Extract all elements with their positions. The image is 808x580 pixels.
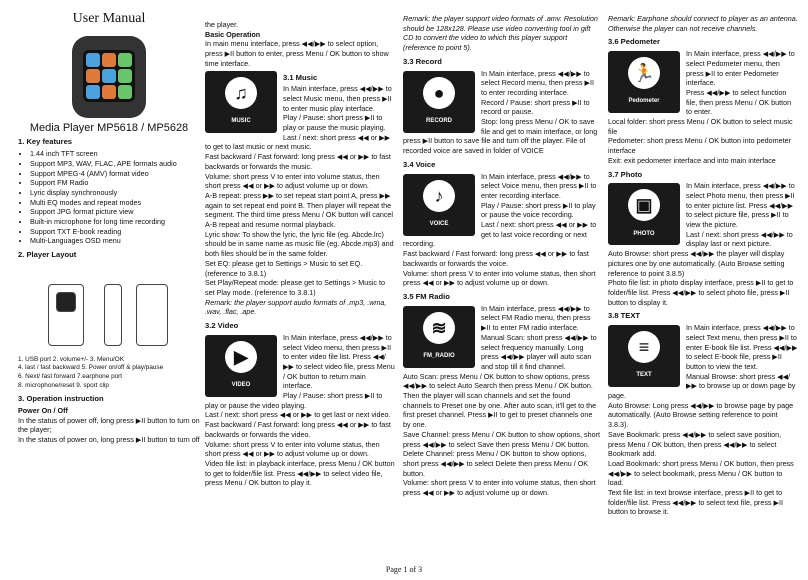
paragraph: In Main interface, press ◀◀/▶▶ to select Music menu, then press ▶II to enter music play interface.	[283, 84, 392, 113]
remark: Remark: Earphone should connect to player as an antenna. Otherwise the player can not receive channels.	[608, 14, 798, 33]
paragraph: Load Bookmark: short press Menu / OK button, then press ◀◀/▶▶ to select bookmark, press Menu / OK button to load.	[608, 458, 794, 488]
paragraph: Manual Browse: short press ◀◀/▶▶ to browse up or down page by page.	[608, 371, 796, 401]
list-item: • Support JPG format picture view	[30, 207, 200, 217]
column-3	[403, 14, 601, 498]
text-icon: ≡ TEXT	[608, 325, 680, 387]
layout-heading: 2. Player Layout	[18, 250, 77, 260]
device-back	[136, 284, 168, 346]
player-screen	[83, 50, 135, 102]
paragraph: In Main interface, press ◀◀/▶▶ to select Text menu, then press ▶II to enter E-book file list. Press ◀◀/▶▶ to select E-book file, press ▶II button to view the text.	[686, 323, 798, 371]
paragraph: In Main interface, press ◀◀/▶▶ to select Pedometer menu, then press ▶II to enter Pedometer interface.	[686, 49, 795, 88]
paragraph: Volume: short press V to enter into volume status, then short press ◀◀ or ▶▶ to adjust volume up or down.	[403, 478, 596, 498]
paragraph: Fast backward / Fast forward: long press ◀◀ or ▶▶ to fast backwards or forwards the music.	[205, 152, 391, 171]
paragraph: Last / next: short press ◀◀ or ▶▶ to get to last music or next music.	[205, 132, 391, 152]
paragraph: Save Channel: press Menu / OK button to show options, short press ◀◀/▶▶ to select Save then press Menu / OK button.	[403, 429, 600, 449]
page-title: User Manual	[72, 11, 146, 26]
layout-caption: 1. USB port 2. volume+/- 3. Menu/OK 4. last / fast backward 5. Power on/off & play/pause 6. Next/ fast forward 7.earphone port 8. microphone/reset 9. sport clip	[18, 355, 164, 389]
paragraph: Text file list: in text browse interface, press ▶II to get to folder/file list. Press ◀◀/▶▶ to select text file, press ▶II button to browse it.	[608, 488, 784, 517]
paragraph: In Main interface, press ◀◀/▶▶ to select Video menu, then press ▶II to enter video file list. Press ◀◀/▶▶ to select video file, press Menu / OK button to return main interface.	[283, 332, 395, 391]
fm-radio-icon: ≋ FM_RADIO	[403, 306, 475, 368]
paragraph: Last / next: short press ◀◀ or ▶▶ to get last or next video.	[205, 410, 391, 420]
record-heading: 3.3 Record	[403, 56, 442, 66]
paragraph: Play / Pause: short press ▶II to play or pause the video playing.	[205, 391, 383, 410]
basic-text: In main menu interface, press ◀◀/▶▶ to select option, press ▶II button to enter, press Menu / OK button to show time interface.	[205, 39, 389, 68]
paragraph: Volume: short press V to enter into volume status, then short press ◀◀ or ▶▶ to adjust volume up or down.	[205, 439, 380, 459]
paragraph: In Main interface, press ◀◀/▶▶ to select Voice menu, then press ▶II to enter recording interface.	[481, 171, 597, 200]
paragraph: the player.	[205, 20, 239, 29]
paragraph: Delete Channel: press Menu / OK button to show options, short press ◀◀/▶▶ to select Delete then press Menu / OK button.	[403, 449, 589, 478]
music-icon: ♫ MUSIC	[205, 71, 277, 133]
voice-icon: ♪ VOICE	[403, 174, 475, 236]
column-2	[205, 20, 395, 488]
list-item: • Support FM Radio	[30, 178, 200, 188]
basic-heading: Basic Operation	[205, 29, 261, 39]
paragraph: Play / Pause: short press ▶II to play or pause the music playing.	[283, 113, 386, 133]
pedometer-heading: 3.6 Pedometer	[608, 37, 660, 47]
paragraph: Record / Pause: short press ▶II to record or pause.	[481, 97, 590, 117]
list-item: • Multi EQ modes and repeat modes	[30, 198, 200, 208]
paragraph: Save Bookmark: press ◀◀/▶▶ to select save position, press Menu / OK button, then press ◀◀/▶▶ to select Bookmark add.	[608, 429, 782, 459]
video-icon: ▶ VIDEO	[205, 335, 277, 397]
power-heading: Power On / Off	[18, 405, 68, 415]
paragraph: Volume: short press V to enter into volume status, then short press ◀◀ or ▶▶ to adjust volume up or down.	[403, 268, 596, 288]
paragraph: Set Play/Repeat mode: please get to Settings > Music to set Play mode. (reference to 3.8.1)	[205, 278, 385, 297]
paragraph: Last / next: short press ◀◀/▶▶ to display last or next picture.	[686, 229, 793, 249]
list-item: • Support TXT E-book reading	[30, 227, 200, 237]
column-1	[18, 11, 200, 445]
record-icon: ● RECORD	[403, 71, 475, 133]
paragraph: Press ◀◀/▶▶ to select function file, then press Menu / OK button to enter.	[686, 87, 792, 117]
fm-heading: 3.5 FM Radio	[403, 291, 450, 301]
text-heading: 3.8 TEXT	[608, 311, 641, 321]
player-image	[72, 36, 146, 118]
paragraph: Video file list: in playback interface, press Menu / OK button to get to folder/file list. Press ◀◀/▶▶ to select video file, press Menu / OK button to play it.	[205, 458, 395, 488]
paragraph: Set EQ: please get to Settings > Music to set EQ. (reference to 3.8.1)	[205, 258, 363, 278]
device-screen	[56, 292, 76, 312]
operation-heading: 3. Operation instruction	[18, 394, 104, 404]
paragraph: Volume: short press V to enter into volume status, then short press ◀◀ or ▶▶ to adjust volume up or down.	[205, 171, 380, 191]
paragraph: Stop: long press Menu / OK to save file and get to main interface, or long press ▶II button to save file and turn off the player. File of recorded voice are saved in folder of VOICE	[403, 117, 598, 156]
paragraph: Last / next: short press ◀◀ or ▶▶ to get to last voice recording or next recording.	[403, 220, 597, 249]
photo-heading: 3.7 Photo	[608, 169, 643, 179]
player-layout-diagram	[18, 262, 200, 354]
photo-icon: ▣ PHOTO	[608, 183, 680, 245]
list-item: • Support MP3, WAV, FLAC, APE formats audio	[30, 159, 200, 169]
paragraph: In Main interface, press ◀◀/▶▶ to select Record menu, then press ▶II to enter recording interface.	[481, 68, 594, 97]
paragraph: A-B repeat: press ▶▶ to set repeat start point A, press ▶▶ again to set repeat end point B. Then player will repeat the segment. The third time press Menu / OK button will cancel A-B repeat and resume normal playback.	[205, 190, 394, 230]
list-item: • 1.44 inch TFT screen	[30, 149, 200, 159]
paragraph: Fast backward / Fast forward: long press ◀◀ or ▶▶ to fast backwards or forwards the video.	[205, 420, 391, 439]
paragraph: Remark: the player support audio formats of .mp3, .wma, .wav, .flac, .ape.	[205, 297, 387, 317]
paragraph: Local folder: short press Menu / OK button to select music file	[608, 117, 793, 136]
paragraph: Auto Browse: short press ◀◀/▶▶ the player will display pictures one by one automatically. (Auto Browse setting reference to point 3.8.5)	[608, 249, 785, 278]
video-heading: 3.2 Video	[205, 321, 239, 331]
paragraph: In Main interface, press ◀◀/▶▶ to select Photo menu, then press ▶II to enter picture list. Press ◀◀/▶▶ to select picture file, press ▶II to view the picture.	[686, 181, 795, 230]
paragraph: Exit: exit pedometer interface and into main interface	[608, 155, 776, 165]
column-4	[608, 14, 798, 517]
paragraph: Manual Scan: short press ◀◀/▶▶ to select frequency manually. Long press ◀◀/▶▶ player will auto scan and stop till it find channel.	[481, 332, 597, 371]
paragraph: Photo file list: in photo display interface, press ▶II to get to folder/file list. Press ◀◀/▶▶ to select photo file, press ▶II button to display it.	[608, 278, 794, 307]
model-title: Media Player MP5618 / MP5628	[29, 121, 189, 134]
list-item: • Support MPEG-4 (AMV) format video	[30, 169, 200, 179]
paragraph: Pedometer: short press Menu / OK button into pedometer interface	[608, 136, 791, 156]
paragraph: Fast backward / Fast forward: long press ◀◀ or ▶▶ to fast backwards or forwards the voice.	[403, 249, 589, 268]
paragraph: In Main interface, press ◀◀/▶▶ to select FM Radio menu, then press ▶II to enter FM radio interface.	[481, 303, 591, 333]
power-text-1: In the status of power off, long press ▶II button to turn on the player;	[18, 415, 200, 435]
paragraph: Auto Scan: press Menu / OK button to show options, press ◀◀/▶▶ to select Auto Search then press Menu / OK button. Then the player will scan channels and set the found channels to Preset one by one. After auto scan, it'll get to the first preset channel. Press ▶II to get to preset channels one by one.	[403, 371, 597, 430]
features-list	[18, 149, 200, 246]
music-heading: 3.1 Music	[283, 72, 318, 82]
features-heading: 1. Key features	[18, 137, 73, 147]
power-text-2: In the status of power on, long press ▶II button to turn off	[18, 435, 200, 445]
remark: Remark: the player support video formats of .amv. Resolution should be 128x128. Please use video converting tool in gift CD to convert the video to which this player support (reference to point 5).	[403, 14, 598, 53]
voice-heading: 3.4 Voice	[403, 159, 436, 169]
page-footer: Page 1 of 3	[385, 565, 423, 574]
paragraph: Play / Pause: short press ▶II to play or pause the voice recording.	[481, 200, 596, 220]
device-side	[104, 284, 122, 346]
list-item: • Multi-Languages OSD menu	[30, 236, 200, 246]
list-item: • Lyric display synchronously	[30, 188, 200, 198]
paragraph: Auto Browse: Long press ◀◀/▶▶ to browse page by page automatically. (Auto Browse setting reference to point 3.8.3).	[608, 400, 794, 430]
list-item: • Built-in microphone for long time recording	[30, 217, 200, 227]
pedometer-icon: 🏃 Pedometer	[608, 51, 680, 113]
paragraph: Lyric show: To show the lyric, the lyric file (eg. Abcde.lrc) should be in same name as music file (eg. Abcde.mp3) and both files should be in the same folder.	[205, 229, 394, 259]
